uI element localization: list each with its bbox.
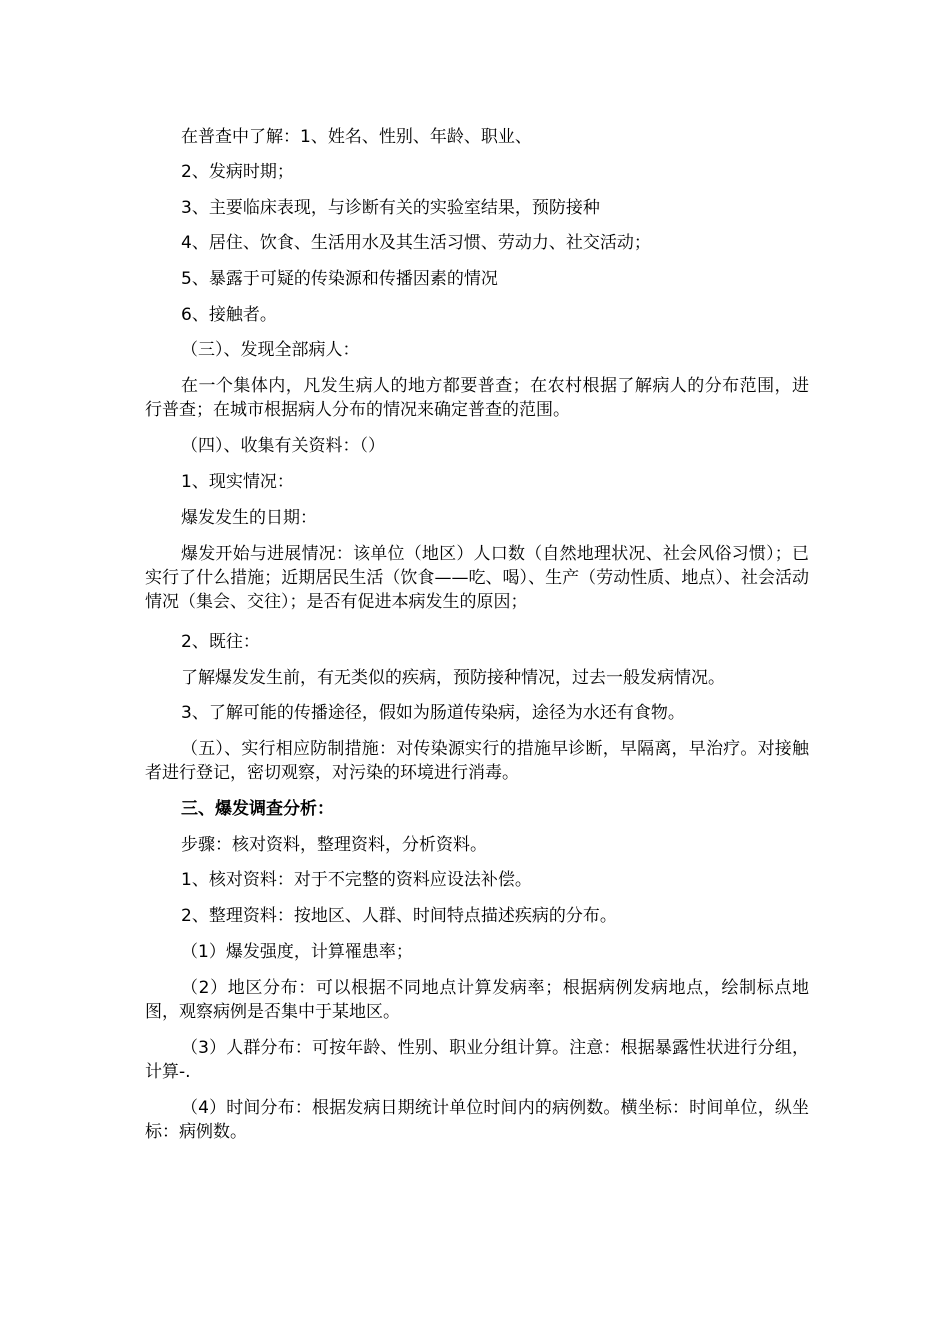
paragraph-onset-date: 2、发病时期；: [181, 162, 294, 182]
paragraph-outbreak-date: 爆发发生的日期：: [181, 508, 317, 528]
heading-collect-data: （四）、收集有关资料：（）: [181, 436, 385, 456]
paragraph-steps: 步骤：核对资料，整理资料，分析资料。: [181, 835, 487, 855]
paragraph-population: （3）人群分布：可按年龄、性别、职业分组计算。注意：根据暴露性状进行分组，计算-.: [145, 1038, 809, 1082]
paragraph-find-patients: 在一个集体内，凡发生病人的地方都要普查；在农村根据了解病人的分布范围，进行普查；在城市根据病人分布的情况来确定普查的范围。: [145, 376, 809, 420]
paragraph-history: 2、既往：: [181, 632, 260, 652]
paragraph-survey-items: 在普查中了解：1、姓名、性别、年龄、职业、: [181, 127, 532, 147]
paragraph-exposure: 5、暴露于可疑的传染源和传播因素的情况: [181, 269, 498, 289]
paragraph-living: 4、居住、饮食、生活用水及其生活习惯、劳动力、社交活动；: [181, 233, 651, 253]
paragraph-verify-data: 1、核对资料：对于不完整的资料应设法补偿。: [181, 870, 532, 890]
paragraph-transmission: 3、了解可能的传播途径，假如为肠道传染病，途径为水还有食物。: [181, 703, 685, 723]
paragraph-contacts: 6、接触者。: [181, 305, 277, 325]
paragraph-clinical: 3、主要临床表现，与诊断有关的实验室结果，预防接种: [181, 198, 600, 218]
paragraph-time: （4）时间分布：根据发病日期统计单位时间内的病例数。横坐标：时间单位，纵坐标：病例数。: [145, 1098, 809, 1142]
heading-outbreak-analysis: 三、爆发调查分析：: [181, 799, 334, 819]
paragraph-region: （2）地区分布：可以根据不同地点计算发病率；根据病例发病地点，绘制标点地图，观察病例是否集中于某地区。: [145, 978, 809, 1022]
paragraph-history-detail: 了解爆发发生前，有无类似的疾病，预防接种情况，过去一般发病情况。: [181, 668, 725, 688]
heading-find-patients: （三）、发现全部病人：: [181, 340, 360, 360]
paragraph-intensity: （1）爆发强度，计算罹患率；: [181, 942, 413, 962]
paragraph-outbreak-progress: 爆发开始与进展情况：该单位（地区）人口数（自然地理状况、社会风俗习惯）；已实行了什么措施；近期居民生活（饮食——吃、喝）、生产（劳动性质、地点）、社会活动情况（集会、交往）；是否有促进本病发生的原因；: [145, 544, 809, 612]
paragraph-organize-data: 2、整理资料：按地区、人群、时间特点描述疾病的分布。: [181, 906, 617, 926]
paragraph-current-situation: 1、现实情况：: [181, 472, 294, 492]
paragraph-control-measures: （五）、实行相应防制措施：对传染源实行的措施早诊断，早隔离，早治疗。对接触者进行登记，密切观察，对污染的环境进行消毒。: [145, 739, 809, 783]
